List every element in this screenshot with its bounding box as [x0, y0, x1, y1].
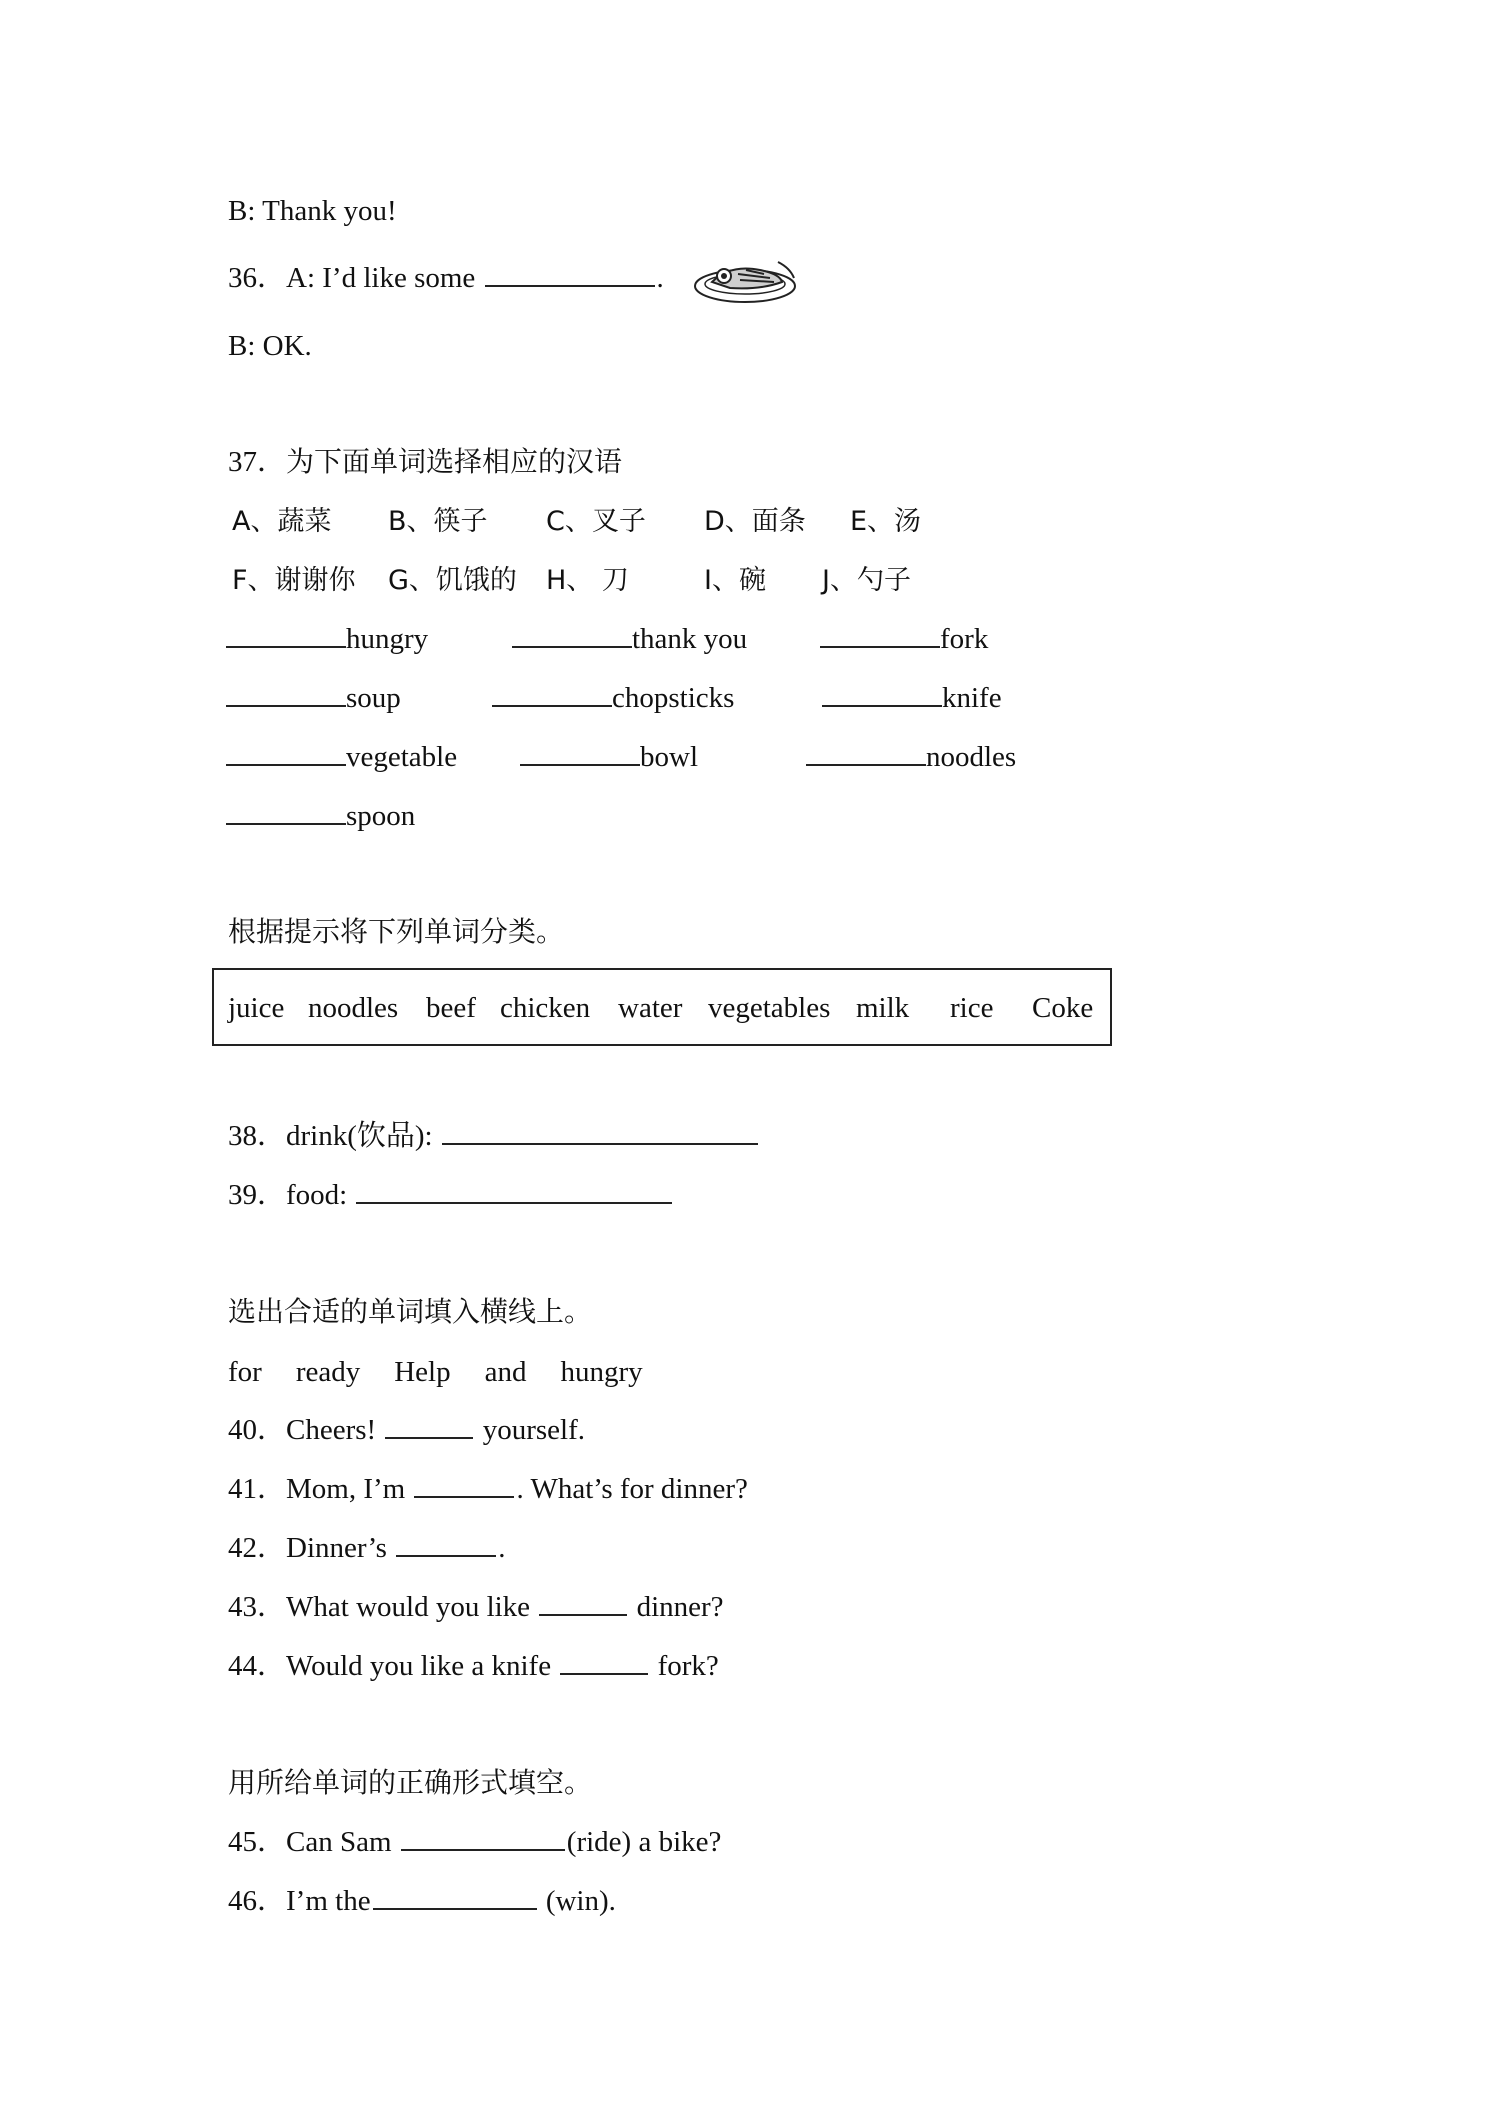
answer-blank[interactable]	[822, 679, 942, 707]
question-text-end: .	[498, 1532, 506, 1564]
question-text-end: . What’s for dinner?	[516, 1473, 748, 1505]
match-word: thank you	[632, 623, 748, 655]
answer-blank[interactable]	[485, 283, 655, 287]
question-number: 44．	[228, 1650, 287, 1682]
question-39	[228, 1177, 674, 1213]
answer-blank[interactable]	[226, 797, 346, 825]
answer-blank[interactable]	[806, 738, 926, 766]
match-word: spoon	[346, 800, 416, 832]
question-number: 38．	[228, 1120, 287, 1152]
question-text: Cheers!	[286, 1414, 377, 1446]
match-item	[226, 679, 401, 716]
option-i: I、碗	[704, 565, 766, 596]
word-bank-item: beef	[426, 992, 476, 1024]
answer-blank[interactable]	[396, 1553, 496, 1557]
option-e: E、汤	[850, 506, 922, 537]
question-number: 37．	[228, 446, 287, 478]
dialogue-line	[228, 328, 312, 364]
question-number: 41．	[228, 1473, 287, 1505]
word-bank-item: vegetables	[708, 992, 831, 1024]
answer-blank[interactable]	[512, 620, 632, 648]
question-42	[228, 1530, 505, 1566]
word-option: for	[228, 1356, 262, 1388]
option-d: D、面条	[704, 506, 806, 537]
word-options	[228, 1354, 677, 1390]
dialogue-line	[228, 193, 397, 229]
question-label: drink(饮品):	[286, 1120, 433, 1152]
question-number: 40．	[228, 1414, 287, 1446]
option-a: A、蔬菜	[232, 506, 332, 537]
option-f: F、谢谢你	[232, 565, 356, 596]
question-number: 42．	[228, 1532, 287, 1564]
answer-blank[interactable]	[356, 1200, 672, 1204]
match-item	[520, 738, 698, 775]
match-item	[806, 738, 1016, 775]
word-option: hungry	[560, 1356, 643, 1388]
word-bank-item: chicken	[500, 992, 591, 1024]
answer-blank[interactable]	[226, 620, 346, 648]
dialogue-text: B: OK.	[228, 330, 312, 362]
option-j: J、勺子	[822, 565, 911, 596]
question-text-end: dinner?	[636, 1591, 724, 1623]
dialogue-text: B: Thank you!	[228, 195, 397, 227]
word-bank-item: juice	[228, 992, 285, 1024]
question-text: A: I’d like some	[286, 262, 476, 294]
question-41	[228, 1471, 748, 1507]
answer-blank[interactable]	[373, 1906, 537, 1910]
word-option: ready	[295, 1356, 361, 1388]
question-text-end: (win).	[545, 1885, 616, 1917]
question-43	[228, 1589, 724, 1625]
option-b: B、筷子	[388, 506, 488, 537]
answer-blank[interactable]	[560, 1671, 648, 1675]
word-bank-item: water	[618, 992, 683, 1024]
match-item	[512, 620, 747, 657]
question-44	[228, 1648, 719, 1684]
answer-blank[interactable]	[492, 679, 612, 707]
plate-of-food-icon	[690, 250, 800, 308]
match-item	[822, 679, 1002, 716]
match-word: bowl	[640, 741, 698, 773]
section-instruction: 用所给单词的正确形式填空。	[228, 1766, 593, 1799]
question-37	[228, 444, 622, 480]
question-40	[228, 1412, 585, 1448]
question-text-end: .	[656, 262, 664, 294]
match-word: fork	[940, 623, 989, 655]
match-item	[226, 620, 428, 657]
question-38	[228, 1118, 760, 1154]
question-text-end: fork?	[657, 1650, 719, 1682]
question-46	[228, 1883, 616, 1919]
word-bank-item: noodles	[308, 992, 399, 1024]
match-word: soup	[346, 682, 401, 714]
question-number: 36．	[228, 262, 287, 294]
match-word: hungry	[346, 623, 429, 655]
option-h: H、 刀	[546, 565, 629, 596]
question-text-end: (ride) a bike?	[566, 1826, 722, 1858]
question-number: 39．	[228, 1179, 287, 1211]
question-36	[228, 260, 664, 296]
word-option: Help	[394, 1356, 451, 1388]
question-text: Mom, I’m	[286, 1473, 406, 1505]
answer-blank[interactable]	[442, 1141, 758, 1145]
question-number: 46．	[228, 1885, 287, 1917]
word-bank-item: milk	[856, 992, 910, 1024]
word-bank-item: rice	[950, 992, 994, 1024]
question-text: Can Sam	[286, 1826, 392, 1858]
option-c: C、叉子	[546, 506, 646, 537]
answer-blank[interactable]	[401, 1847, 565, 1851]
question-text: What would you like	[286, 1591, 531, 1623]
answer-blank[interactable]	[226, 738, 346, 766]
match-item	[226, 738, 457, 775]
match-word: knife	[942, 682, 1002, 714]
answer-blank[interactable]	[820, 620, 940, 648]
answer-blank[interactable]	[385, 1435, 473, 1439]
match-item	[492, 679, 734, 716]
answer-blank[interactable]	[520, 738, 640, 766]
match-item	[820, 620, 988, 657]
option-g: G、饥饿的	[388, 565, 517, 596]
match-item	[226, 797, 415, 834]
question-label: food:	[286, 1179, 348, 1211]
section-instruction: 根据提示将下列单词分类。	[228, 915, 565, 948]
answer-blank[interactable]	[226, 679, 346, 707]
question-number: 45．	[228, 1826, 287, 1858]
match-word: vegetable	[346, 741, 458, 773]
answer-blank[interactable]	[539, 1612, 627, 1616]
question-text: I’m the	[286, 1885, 371, 1917]
question-text-end: yourself.	[482, 1414, 585, 1446]
match-word: chopsticks	[612, 682, 735, 714]
question-instruction: 为下面单词选择相应的汉语	[286, 445, 623, 478]
section-instruction: 选出合适的单词填入横线上。	[228, 1295, 593, 1328]
word-bank-box	[212, 968, 1112, 1046]
question-text: Dinner’s	[286, 1532, 387, 1564]
answer-blank[interactable]	[414, 1494, 514, 1498]
word-bank-item: Coke	[1032, 992, 1094, 1024]
match-word: noodles	[926, 741, 1017, 773]
question-text: Would you like a knife	[286, 1650, 552, 1682]
question-number: 43．	[228, 1591, 287, 1623]
question-45	[228, 1824, 721, 1860]
word-option: and	[484, 1356, 527, 1388]
